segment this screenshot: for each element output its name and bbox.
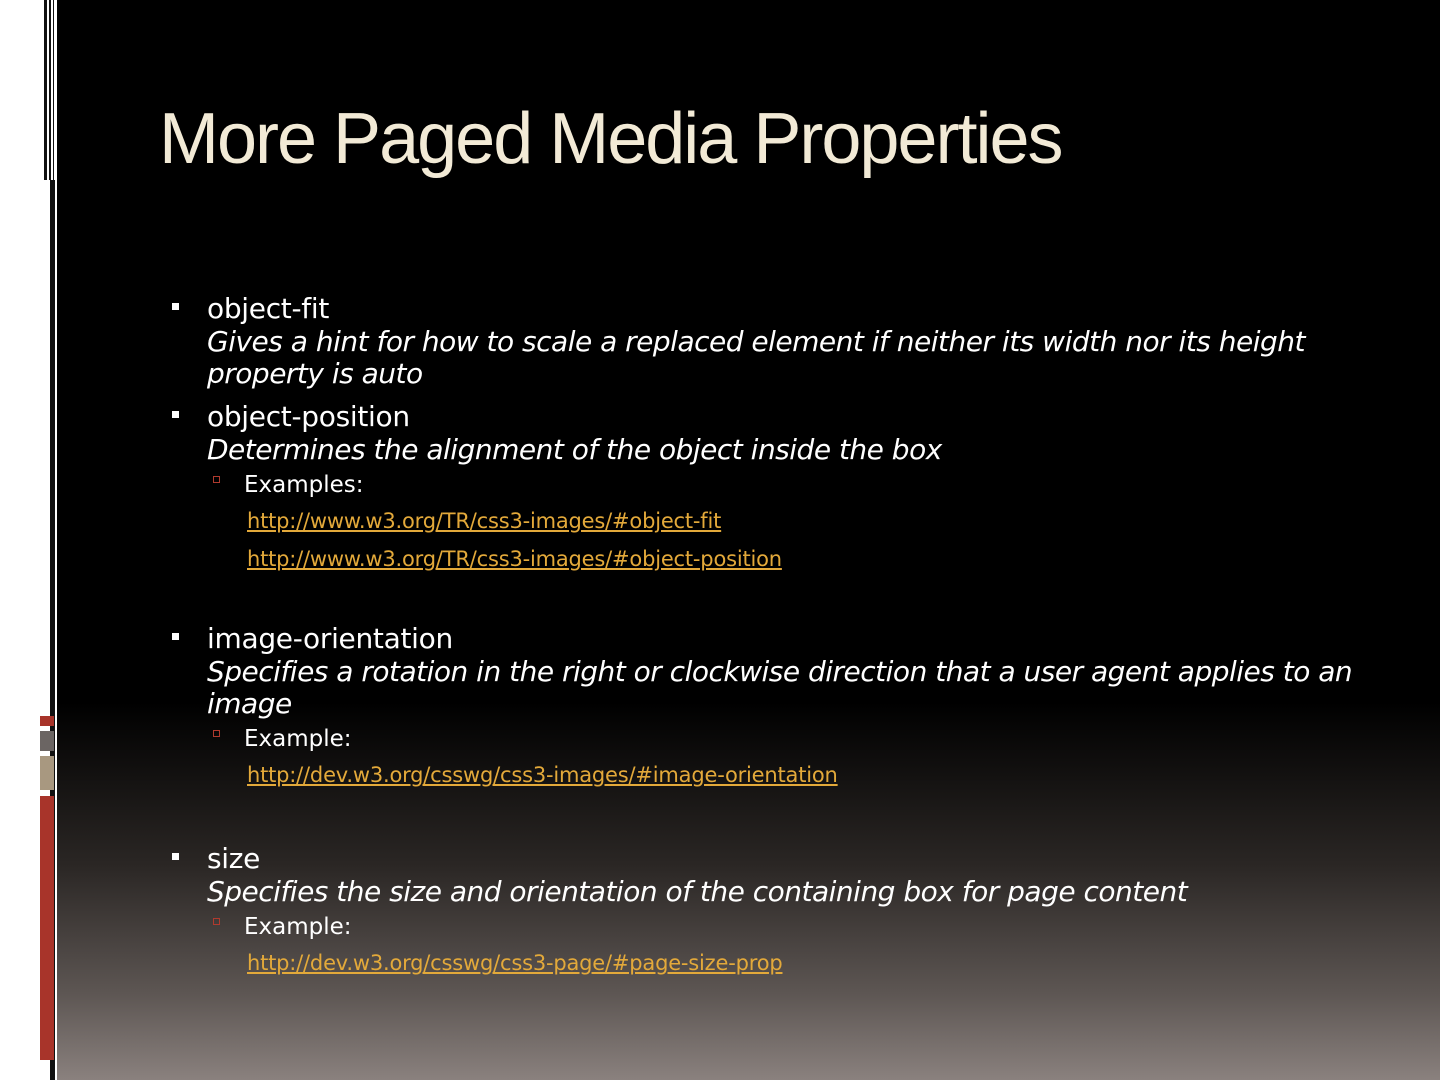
hollow-square-bullet-icon — [213, 476, 220, 483]
slide — [57, 0, 1440, 1080]
property-term: image-orientation — [207, 622, 453, 655]
property-description: Gives a hint for how to scale a replaced element if neither its width nor its height property is auto — [207, 325, 1306, 390]
list-item-size — [167, 842, 1397, 908]
square-bullet-icon — [172, 853, 179, 860]
property-term: object-position — [207, 400, 410, 433]
link-page-size-prop[interactable]: http://dev.w3.org/csswg/css3-page/#page-size-prop — [247, 951, 783, 975]
property-term: object-fit — [207, 292, 330, 325]
list-item-object-position — [167, 400, 1397, 466]
hollow-square-bullet-icon — [213, 730, 220, 737]
examples-links — [167, 502, 1397, 578]
examples-subitem — [167, 468, 1397, 502]
list-item-image-orientation — [167, 622, 1397, 720]
square-bullet-icon — [172, 411, 179, 418]
link-image-orientation[interactable]: http://dev.w3.org/csswg/css3-images/#image-orientation — [247, 763, 838, 787]
bullet-list — [167, 292, 1397, 982]
examples-label: Examples: — [244, 472, 364, 498]
example-label: Example: — [244, 914, 352, 940]
square-bullet-icon — [172, 303, 179, 310]
list-item-object-fit — [167, 292, 1397, 390]
example-links — [167, 944, 1397, 982]
example-label: Example: — [244, 726, 352, 752]
property-description: Specifies the size and orientation of the containing box for page content — [207, 875, 1188, 908]
property-description: Determines the alignment of the object inside the box — [207, 433, 942, 466]
square-bullet-icon — [172, 633, 179, 640]
link-object-fit[interactable]: http://www.w3.org/TR/css3-images/#object-fit — [247, 509, 722, 533]
hollow-square-bullet-icon — [213, 918, 220, 925]
left-decorative-strip — [0, 0, 57, 1080]
example-links — [167, 756, 1397, 794]
example-subitem — [167, 722, 1397, 756]
link-object-position[interactable]: http://www.w3.org/TR/css3-images/#object-position — [247, 547, 782, 571]
slide-title: More Paged Media Properties — [159, 99, 1062, 179]
property-term: size — [207, 842, 261, 875]
property-description: Specifies a rotation in the right or clockwise direction that a user agent applies to an image — [207, 655, 1353, 720]
example-subitem — [167, 910, 1397, 944]
